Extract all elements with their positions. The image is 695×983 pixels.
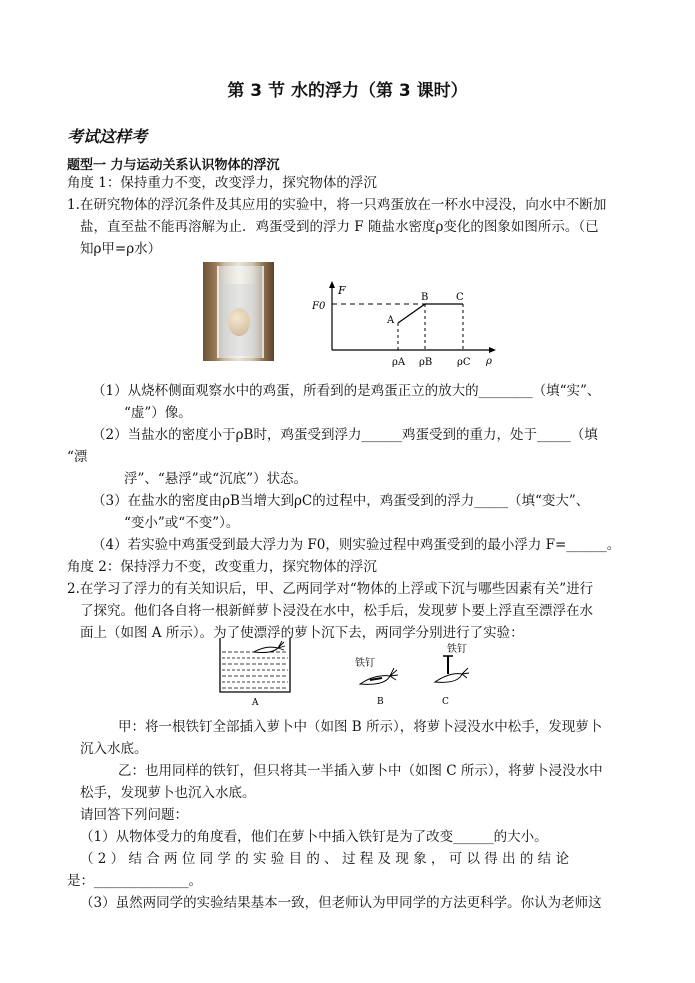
- x-axis-label: ρ: [486, 356, 492, 367]
- rho-c-label: ρC: [457, 357, 471, 368]
- rho-b-label: ρB: [419, 357, 433, 368]
- q2-sub-2-line-2: 是：______________。: [67, 873, 202, 889]
- nail-c-label: 铁钉: [447, 644, 467, 655]
- fig-c-label: C: [442, 697, 449, 707]
- q1-sub-2-line-1: （2）当盐水的密度小于ρB时，鸡蛋受到浮力______鸡蛋受到的重力，处于_____（填: [92, 427, 598, 443]
- question-type-heading: 题型一 力与运动关系认识物体的浮沉: [67, 158, 280, 173]
- q1-line-1: 1.在研究物体的浮沉条件及其应用的实验中，将一只鸡蛋放在一杯水中浸没，向水中不断加: [67, 197, 607, 213]
- point-b-label: B: [421, 292, 429, 303]
- beaker-a: [220, 638, 290, 708]
- section-heading: 考试这样考: [67, 127, 148, 146]
- buoyancy-density-graph: [308, 278, 508, 373]
- q2-answer-prompt: 请回答下列问题：: [80, 807, 188, 823]
- nail-b-label: 铁钉: [355, 658, 375, 669]
- f0-label: F0: [312, 301, 326, 312]
- q1-sub-2-line-2: “漂: [67, 449, 88, 465]
- y-axis-label: F: [338, 284, 346, 297]
- q1-sub-3-line-2: “变小”或“不变”）。: [124, 515, 240, 531]
- page-title: 第 3 节 水的浮力（第 3 课时）: [227, 81, 468, 101]
- q1-sub-1-line-2: “虚”）像。: [124, 405, 192, 421]
- q1-line-3: 知ρ甲=ρ水）: [80, 241, 162, 257]
- radish-experiment-figure: [210, 632, 470, 710]
- q2-yi-line-1: 乙：也用同样的铁钉，但只将其一半插入萝卜中（如图 C 所示），将萝卜浸没水中: [118, 763, 603, 779]
- angle-2-heading: 角度 2：保持浮力不变，改变重力，探究物体的浮沉: [67, 559, 377, 575]
- q2-yi-line-2: 松手，发现萝卜也沉入水底。: [80, 785, 256, 801]
- q1-line-2: 盐，直至盐不能再溶解为止．鸡蛋受到的浮力 F 随盐水密度ρ变化的图象如图所示。（已: [80, 219, 599, 235]
- q2-sub-1: （1）从物体受力的角度看，他们在萝卜中插入铁钉是为了改变______的大小。: [80, 829, 548, 845]
- point-c-label: C: [456, 292, 464, 303]
- x-axis-arrow: [489, 347, 496, 353]
- q2-sub-3: （3）虽然两同学的实验结果基本一致，但老师认为甲同学的方法更科学。你认为老师这: [80, 895, 602, 911]
- egg-in-glass-photo: [203, 262, 274, 361]
- q2-line-3: 面上（如图 A 所示）。为了使漂浮的萝卜沉下去，两同学分别进行了实验：: [80, 625, 524, 641]
- q2-line-2: 了探究。他们各自将一根新鲜萝卜浸没在水中，松手后，发现萝卜要上浮直至漂浮在水: [80, 603, 593, 619]
- fig-a-label: A: [252, 698, 259, 708]
- fig-b-label: B: [377, 697, 384, 707]
- radish-c: [435, 642, 469, 707]
- q1-sub-1-line-1: （1）从烧杯侧面观察水中的鸡蛋，所看到的是鸡蛋正立的放大的________（填“实”、: [92, 383, 601, 399]
- q1-sub-3-line-1: （3）在盐水的密度由ρB当增大到ρC的过程中，鸡蛋受到的浮力_____（填“变大”、: [92, 493, 590, 509]
- q1-sub-2-line-3: 浮”、“悬浮”或“沉底”）状态。: [124, 471, 308, 487]
- q1-sub-4: （4）若实验中鸡蛋受到最大浮力为 F0，则实验过程中鸡蛋受到的最小浮力 F=______。: [92, 537, 621, 553]
- segment-a-b: [398, 304, 425, 323]
- y-axis-arrow: [329, 281, 335, 288]
- q2-jia-line-2: 沉入水底。: [80, 741, 148, 757]
- point-a-label: A: [387, 315, 395, 326]
- angle-1-heading: 角度 1：保持重力不变，改变浮力，探究物体的浮沉: [67, 175, 377, 191]
- q2-sub-2-line-1: （ 2 ） 结 合 两 位 同 学 的 实 验 目 的 、 过 程 及 现 象 ， 可 以 得 出 的 结 论: [80, 851, 569, 867]
- radish-b: [355, 656, 398, 707]
- q2-line-1: 2.在学习了浮力的有关知识后，甲、乙两同学对“物体的上浮或下沉与哪些因素有关”进行: [67, 581, 594, 597]
- q2-jia-line-1: 甲：将一根铁钉全部插入萝卜中（如图 B 所示），将萝卜浸没水中松手，发现萝卜: [118, 719, 603, 735]
- rho-a-label: ρA: [392, 357, 406, 368]
